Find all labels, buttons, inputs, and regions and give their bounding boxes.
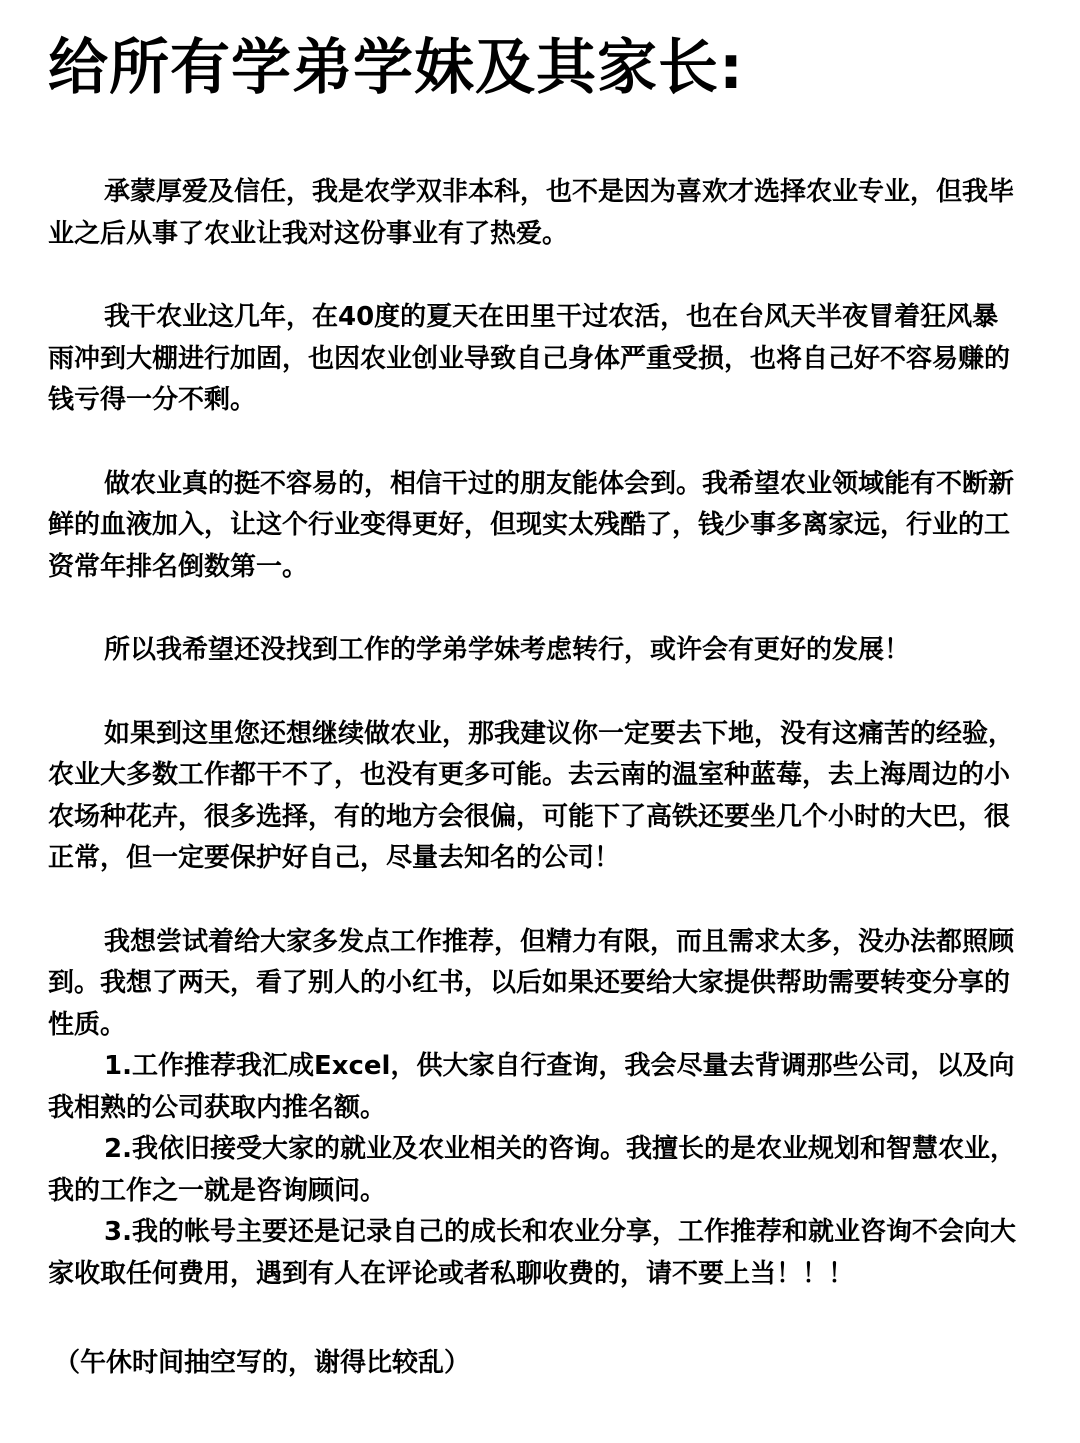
paragraph-advice-switch: 所以我希望还没找到工作的学弟学妹考虑转行，或许会有更好的发展！ bbox=[104, 635, 911, 665]
list-item-free-notice: 3.我的帐号主要还是记录自己的成长和农业分享，工作推荐和就业咨询不会向大家收取任何费用，遇到有人在评论或者私聊收费的，请不要上当！！！ bbox=[48, 1217, 1016, 1289]
paragraph-gratitude: 承蒙厚爱及信任，我是农学双非本科，也不是因为喜欢才选择农业专业，但我毕业之后从事了农业让我对这份事业有了热爱。 bbox=[48, 177, 1015, 249]
footnote: （午休时间抽空写的，谢得比较乱） bbox=[54, 1348, 471, 1378]
letter-body bbox=[48, 172, 1024, 1295]
paragraph-difficulty: 做农业真的挺不容易的，相信干过的朋友能体会到。我希望农业领域能有不断新鲜的血液加入，让这个行业变得更好，但现实太残酷了，钱少事多离家远，行业的工资常年排名倒数第一。 bbox=[48, 468, 1015, 582]
paragraph-experience: 我干农业这几年，在40度的夏天在田里干过农活，也在台风天半夜冒着狂风暴雨冲到大棚进行加固，也因农业创业导致自己身体严重受损，也将自己好不容易赚的钱亏得一分不剩。 bbox=[48, 302, 1011, 415]
list-item-excel: 1.工作推荐我汇成Excel，供大家自行查询，我会尽量去背调那些公司，以及向我相熟的公司获取内推名额。 bbox=[48, 1051, 1015, 1123]
paragraph-advice-farming: 如果到这里您还想继续做农业，那我建议你一定要去下地，没有这痛苦的经验，农业大多数工作都干不了，也没有更多可能。去云南的温室种蓝莓，去上海周边的小农场种花卉，很多选择，有的地方会很偏，可能下了高铁还要坐几个小时的大巴，很正常，但一定要保护好自己，尽量去知名的公司！ bbox=[48, 718, 1015, 873]
paragraph-plan: 我想尝试着给大家多发点工作推荐，但精力有限，而且需求太多，没办法都照顾到。我想了两天，看了别人的小红书，以后如果还要给大家提供帮助需要转变分享的性质。 bbox=[48, 926, 1015, 1040]
list-item-consulting: 2.我依旧接受大家的就业及农业相关的咨询。我擅长的是农业规划和智慧农业，我的工作之一就是咨询顾问。 bbox=[48, 1134, 1016, 1206]
page-title: 给所有学弟学妹及其家长: bbox=[48, 33, 744, 103]
